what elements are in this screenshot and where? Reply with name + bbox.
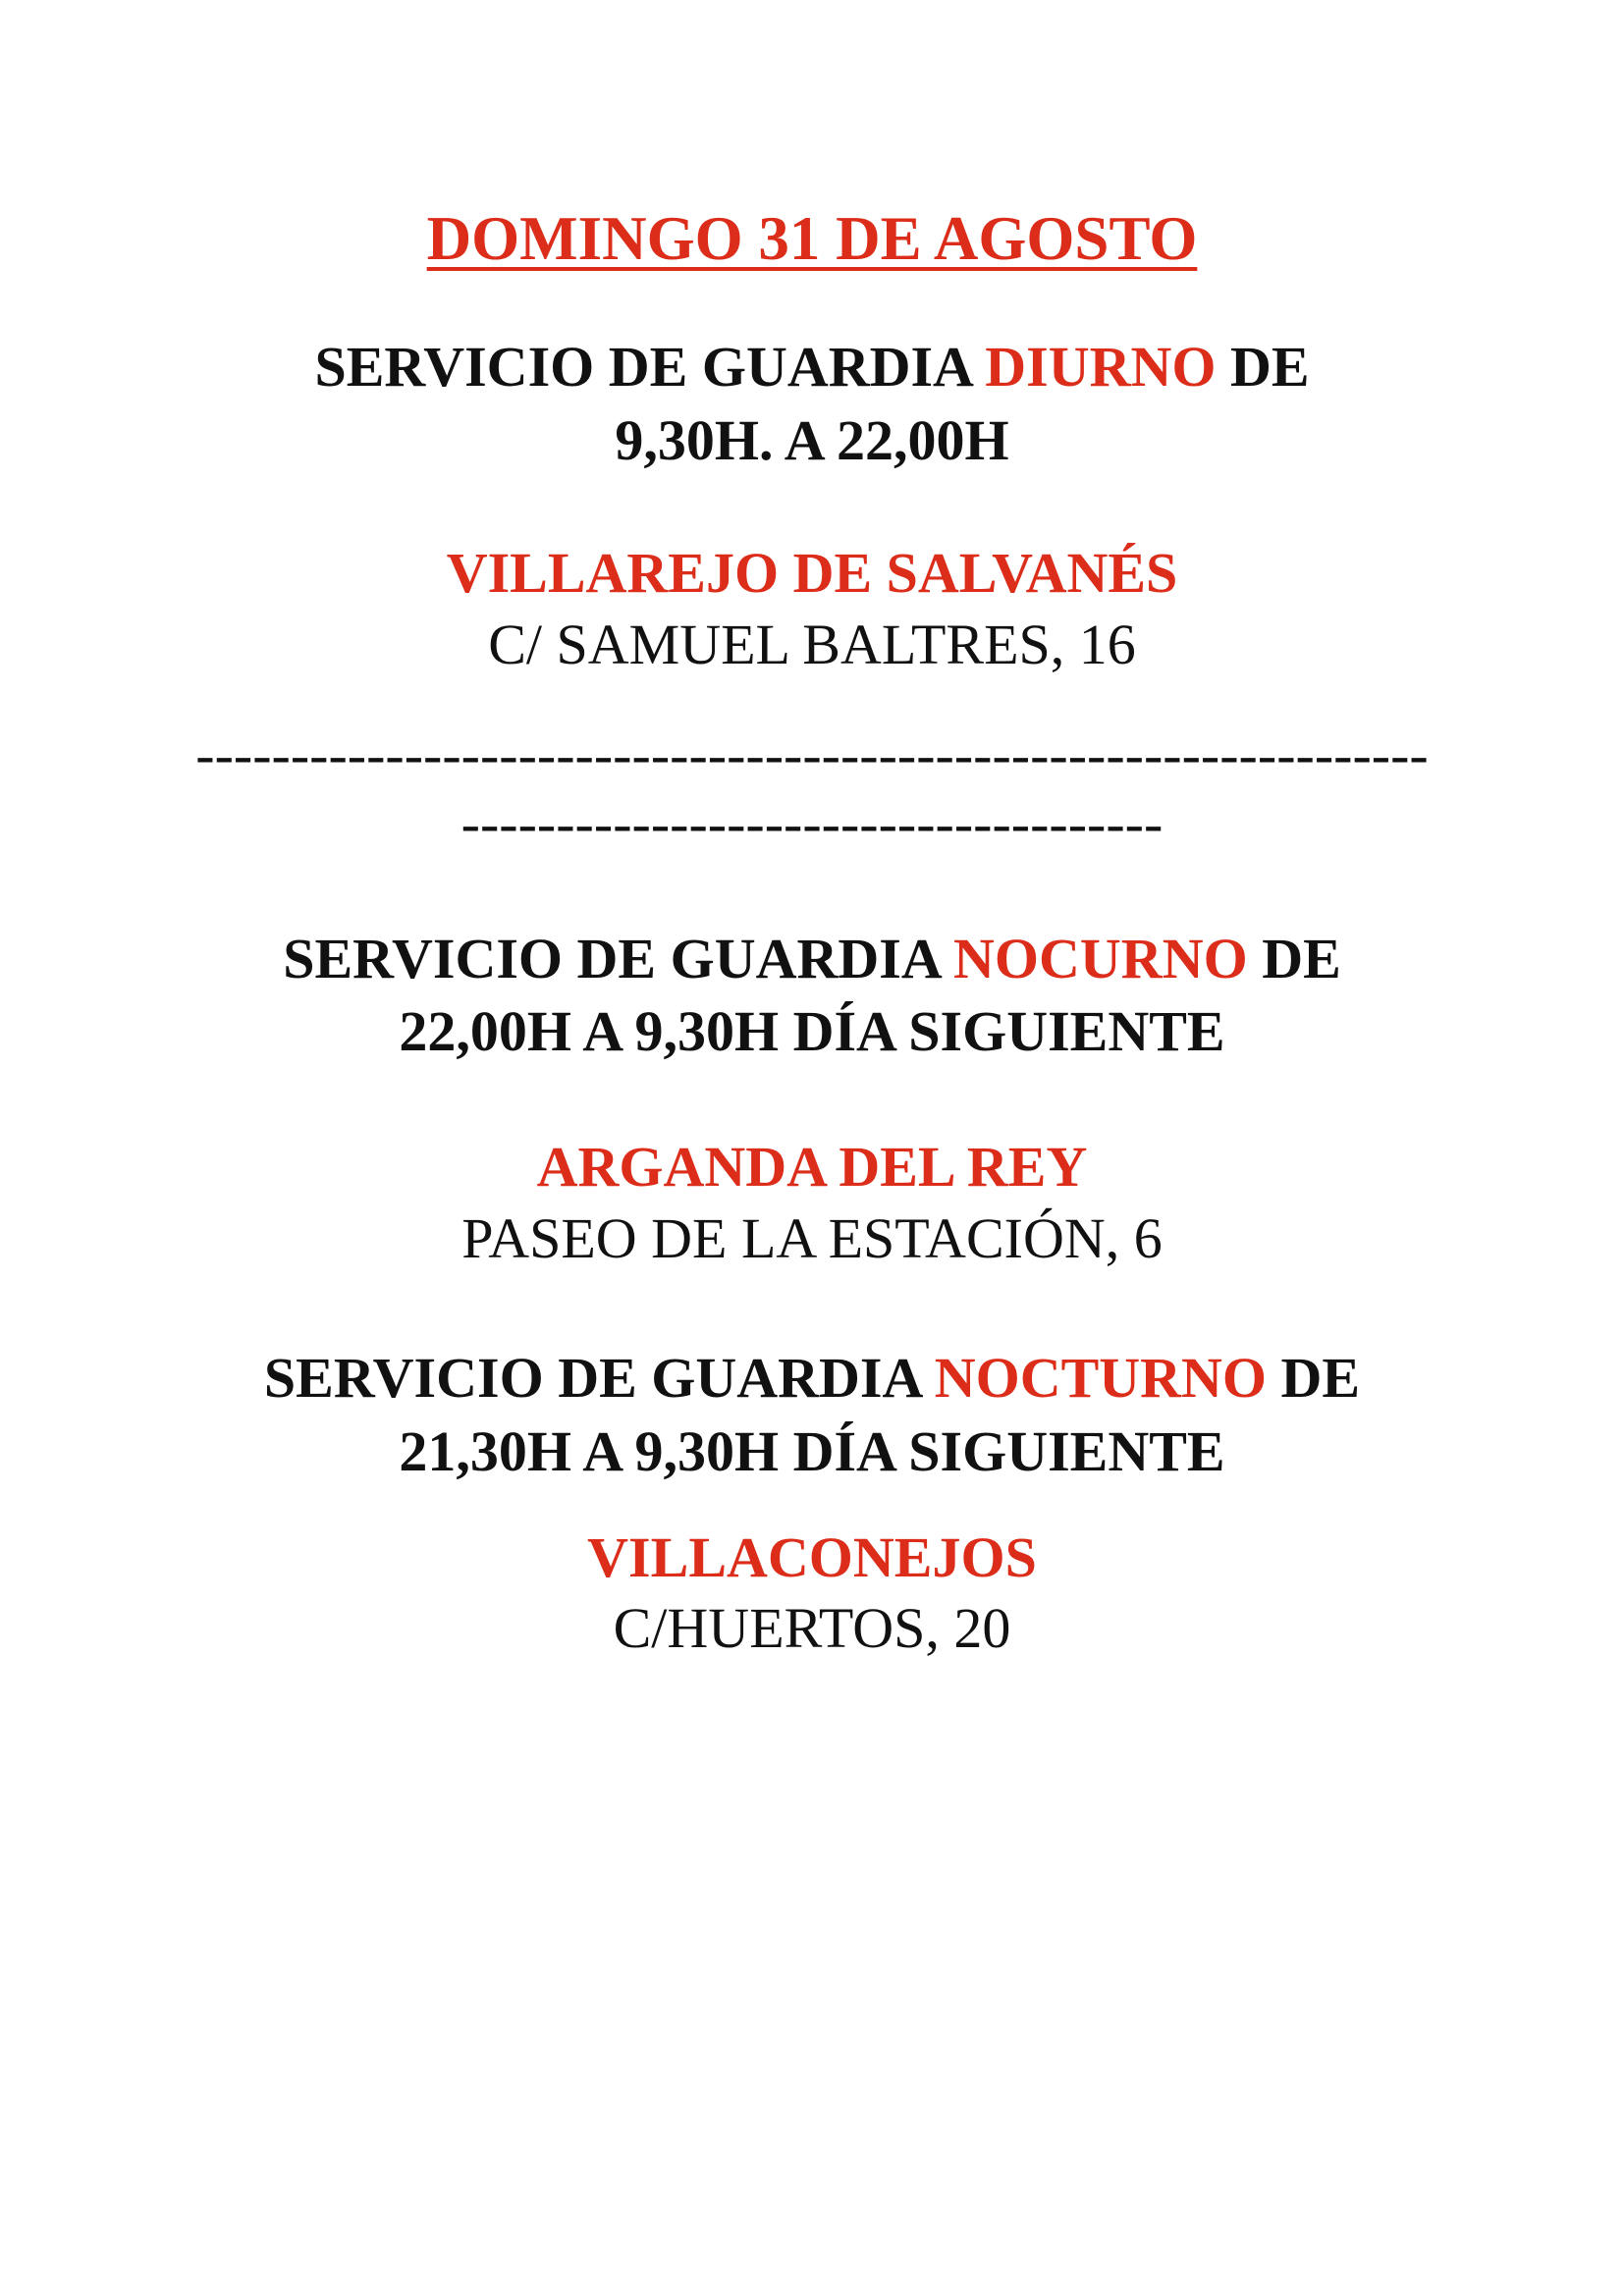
service-hours-day: 9,30H. A 22,00H bbox=[615, 408, 1009, 472]
service-type: NOCTURNO bbox=[934, 1346, 1268, 1410]
service-type: NOCURNO bbox=[953, 927, 1248, 990]
service-prefix: SERVICIO DE GUARDIA bbox=[263, 1346, 935, 1410]
page-title: DOMINGO 31 DE AGOSTO bbox=[426, 204, 1198, 273]
separator-line-1: ----------------------------------------------------------------- bbox=[195, 722, 1429, 786]
pharmacy-address-2: PASEO DE LA ESTACIÓN, 6 bbox=[461, 1206, 1163, 1270]
service-heading-day bbox=[0, 335, 1624, 399]
pharmacy-town-2: ARGANDA DEL REY bbox=[536, 1135, 1088, 1199]
service-prefix: SERVICIO DE GUARDIA bbox=[314, 335, 986, 399]
pharmacy-town-3: VILLACONEJOS bbox=[587, 1525, 1037, 1589]
separator-line-2: ------------------------------------- bbox=[460, 791, 1164, 855]
service-type: DIURNO bbox=[985, 335, 1217, 399]
service-suffix: DE bbox=[1267, 1346, 1361, 1410]
service-suffix: DE bbox=[1247, 927, 1341, 990]
service-hours-night-2: 21,30H A 9,30H DÍA SIGUIENTE bbox=[399, 1419, 1225, 1483]
pharmacy-address-3: C/HUERTOS, 20 bbox=[613, 1596, 1011, 1660]
service-heading-night-2 bbox=[0, 1346, 1624, 1410]
service-suffix: DE bbox=[1216, 335, 1310, 399]
pharmacy-town-1: VILLAREJO DE SALVANÉS bbox=[446, 541, 1178, 605]
pharmacy-address-1: C/ SAMUEL BALTRES, 16 bbox=[488, 613, 1136, 676]
service-prefix: SERVICIO DE GUARDIA bbox=[283, 927, 954, 990]
service-hours-night-1: 22,00H A 9,30H DÍA SIGUIENTE bbox=[399, 999, 1225, 1063]
service-heading-night-1 bbox=[0, 927, 1624, 990]
